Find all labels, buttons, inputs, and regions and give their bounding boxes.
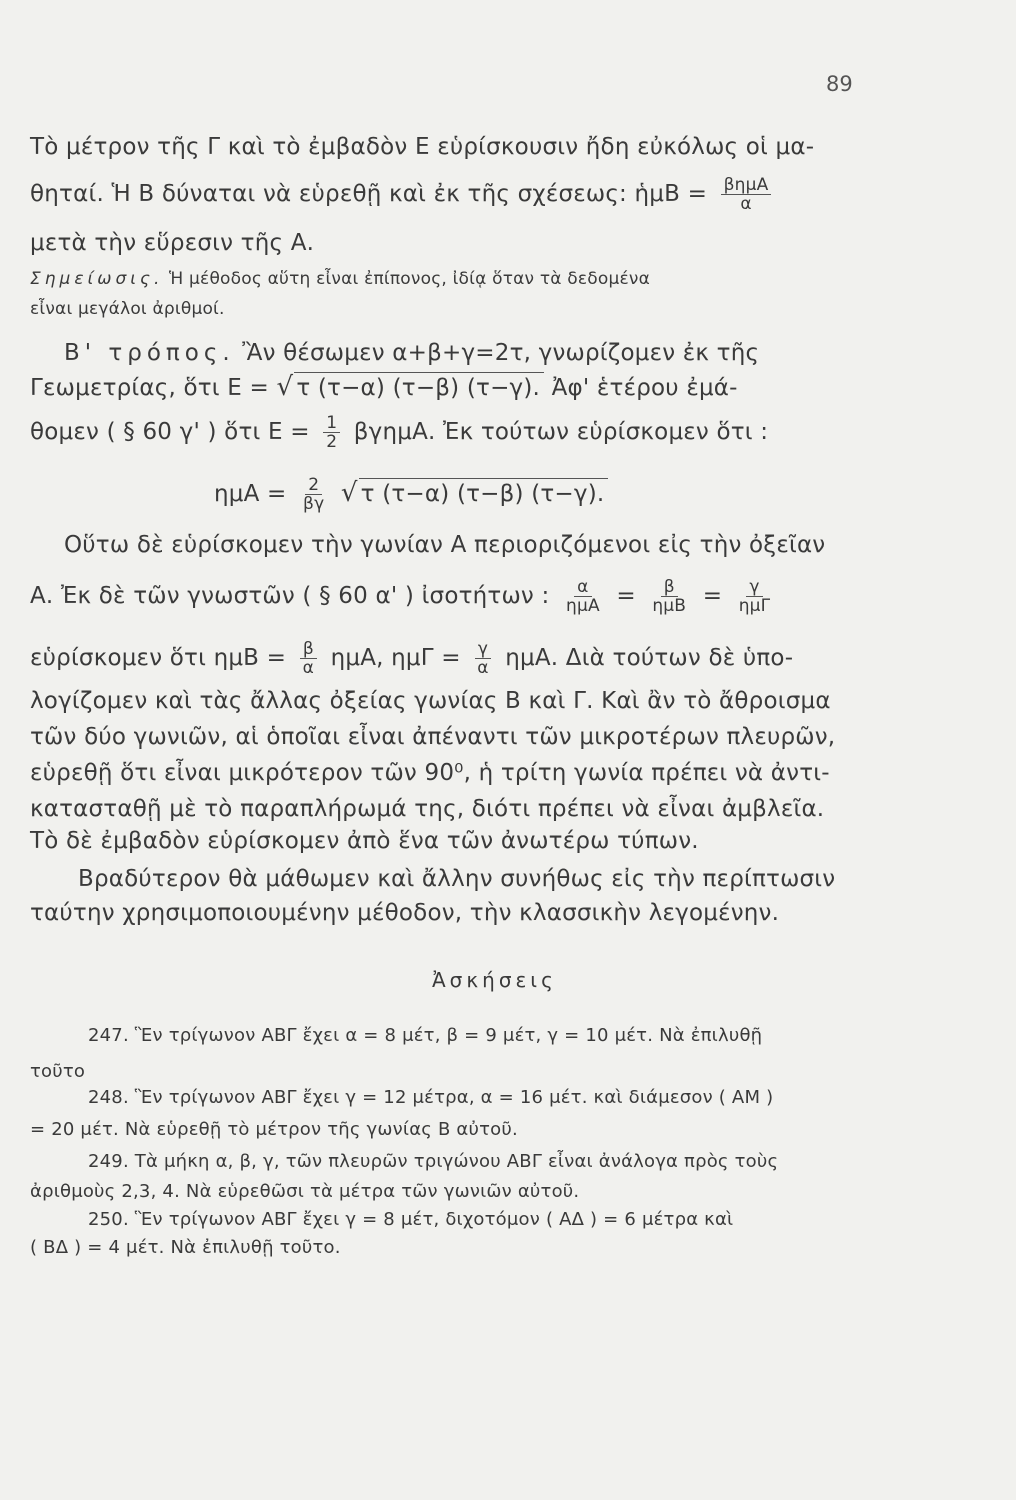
sqrt-icon: √: [340, 478, 358, 508]
equals-sign: =: [616, 583, 636, 609]
text-line: λογίζομεν καὶ τὰς ἄλλας ὀξείας γωνίας Β καὶ Γ. Καὶ ἂν τὸ ἄθροισμα: [30, 688, 831, 714]
text-line: Τὸ δὲ ἐμβαδὸν εὑρίσκομεν ἀπὸ ἕνα τῶν ἀνωτέρω τύπων.: [30, 828, 699, 854]
fraction-denominator: βγ: [303, 494, 325, 514]
text-span: Γεωμετρίας, ὅτι Ε =: [30, 375, 270, 401]
text-line: [64, 338, 904, 368]
equals-sign: =: [702, 583, 723, 609]
exercise-line: ἀριθμοὺς 2,3, 4. Νὰ εὑρεθῶσι τὰ μέτρα τῶν γωνιῶν αὐτοῦ.: [30, 1181, 580, 1202]
text-line: τῶν δύο γωνιῶν, αἱ ὁποῖαι εἶναι ἀπέναντι τῶν μικροτέρων πλευρῶν,: [30, 724, 836, 750]
exercise-line: 249. Τὰ μήκη α, β, γ, τῶν πλευρῶν τριγώνου ΑΒΓ εἶναι ἀνάλογα πρὸς τοὺς: [88, 1151, 779, 1172]
fraction: [300, 640, 317, 677]
fraction-denominator: α: [477, 658, 489, 678]
fraction-numerator: γ: [475, 640, 491, 659]
fraction-denominator: 2: [326, 432, 338, 452]
fraction-denominator: α: [740, 194, 752, 214]
text-span: ημΑ, ημΓ =: [330, 645, 461, 671]
text-line: Βραδύτερον θὰ μάθωμεν καὶ ἄλλην συνήθως εἰς τὴν περίπτωσιν: [78, 866, 836, 892]
text-span: ημΑ. Διὰ τούτων δὲ ὑπο-: [505, 645, 794, 671]
fraction-denominator: ημΒ: [652, 596, 687, 616]
text-line: [30, 578, 870, 615]
text-line: [30, 176, 870, 213]
text-line: εἶναι μεγάλοι ἀριθμοί.: [30, 299, 225, 319]
fraction-denominator: ημΑ: [565, 596, 600, 616]
fraction-numerator: β: [300, 640, 317, 659]
fraction-numerator: γ: [746, 578, 762, 597]
exercise-line: τοῦτο: [30, 1061, 86, 1082]
exercise-line: 250. Ἓν τρίγωνον ΑΒΓ ἔχει γ = 8 μέτ, διχοτόμον ( ΑΔ ) = 6 μέτρα καὶ: [88, 1209, 734, 1230]
sqrt-icon: √: [276, 372, 294, 402]
fraction-numerator: 2: [305, 476, 322, 495]
method-label: Β' τρόπος.: [64, 340, 235, 366]
formula-line: [214, 476, 1016, 513]
text-span: εὑρίσκομεν ὅτι ημΒ =: [30, 645, 287, 671]
fraction-numerator: α: [574, 578, 591, 597]
fraction-denominator: α: [302, 658, 315, 678]
fraction: [649, 578, 689, 615]
sqrt-radicand: τ (τ−α) (τ−β) (τ−γ).: [294, 372, 544, 403]
text-span: ημΑ =: [214, 481, 287, 507]
text-line: [30, 268, 870, 290]
fraction: [323, 414, 340, 451]
exercise-line: 247. Ἓν τρίγωνον ΑΒΓ ἔχει α = 8 μέτ, β = 9 μέτ, γ = 10 μέτ. Νὰ ἐπιλυθῇ: [88, 1025, 763, 1046]
text-line: Τὸ μέτρον τῆς Γ καὶ τὸ ἐμβαδὸν Ε εὑρίσκουσιν ἤδη εὐκόλως οἱ μα-: [30, 134, 815, 160]
fraction: [563, 578, 603, 615]
fraction: [300, 476, 327, 513]
fraction: [736, 578, 774, 615]
text-line: εὑρεθῇ ὅτι εἶναι μικρότερον τῶν 90⁰, ἡ τρίτη γωνία πρέπει νὰ ἀντι-: [30, 760, 830, 786]
exercise-line: ( ΒΔ ) = 4 μέτ. Νὰ ἐπιλυθῇ τοῦτο.: [30, 1237, 341, 1258]
text-span: Ἡ μέθοδος αὕτη εἶναι ἐπίπονος, ἰδίᾳ ὅταν τὰ δεδομένα: [169, 269, 650, 289]
text-span: Ἂν θέσωμεν α+β+γ=2τ, γνωρίζομεν ἐκ τῆς: [242, 340, 760, 366]
text-line: [30, 640, 870, 677]
text-line: [30, 372, 870, 403]
note-label: Σημείωσις.: [30, 269, 164, 289]
text-line: Οὕτω δὲ εὑρίσκομεν τὴν γωνίαν Α περιοριζόμενοι εἰς τὴν ὀξεῖαν: [64, 532, 826, 558]
fraction-numerator: βημΑ: [721, 176, 772, 195]
text-span: θηταί. Ἡ Β δύναται νὰ εὑρεθῇ καὶ ἐκ τῆς σχέσεως: ἡμΒ =: [30, 181, 708, 207]
text-span: Α. Ἐκ δὲ τῶν γνωστῶν ( § 60 α' ) ἰσοτήτων :: [30, 583, 550, 609]
fraction: [721, 176, 772, 213]
page-number: 89: [826, 72, 853, 96]
text-line: [30, 414, 870, 451]
text-span: θομεν ( § 60 γ' ) ὅτι Ε =: [30, 419, 310, 445]
text-line: ταύτην χρησιμοποιουμένην μέθοδον, τὴν κλασσικὴν λεγομένην.: [30, 900, 780, 926]
fraction: [474, 640, 491, 677]
exercise-line: 248. Ἓν τρίγωνον ΑΒΓ ἔχει γ = 12 μέτρα, α = 16 μέτ. καὶ διάμεσον ( ΑΜ ): [88, 1087, 774, 1108]
text-span: βγημΑ. Ἐκ τούτων εὑρίσκομεν ὅτι :: [353, 419, 769, 445]
exercise-line: = 20 μέτ. Νὰ εὑρεθῇ τὸ μέτρον τῆς γωνίας Β αὐτοῦ.: [30, 1119, 518, 1140]
text-line: κατασταθῇ μὲ τὸ παραπλήρωμά της, διότι πρέπει νὰ εἶναι ἀμβλεῖα.: [30, 796, 825, 822]
fraction-numerator: 1: [323, 414, 340, 433]
fraction-denominator: ημΓ: [738, 596, 771, 616]
fraction-numerator: β: [661, 578, 678, 597]
text-line: μετὰ τὴν εὕρεσιν τῆς Α.: [30, 230, 315, 256]
text-span: Ἀφ' ἑτέρου ἐμά-: [551, 375, 738, 401]
sqrt-radicand: τ (τ−α) (τ−β) (τ−γ).: [359, 478, 609, 509]
exercises-heading: Ἀσκήσεις: [432, 968, 557, 992]
